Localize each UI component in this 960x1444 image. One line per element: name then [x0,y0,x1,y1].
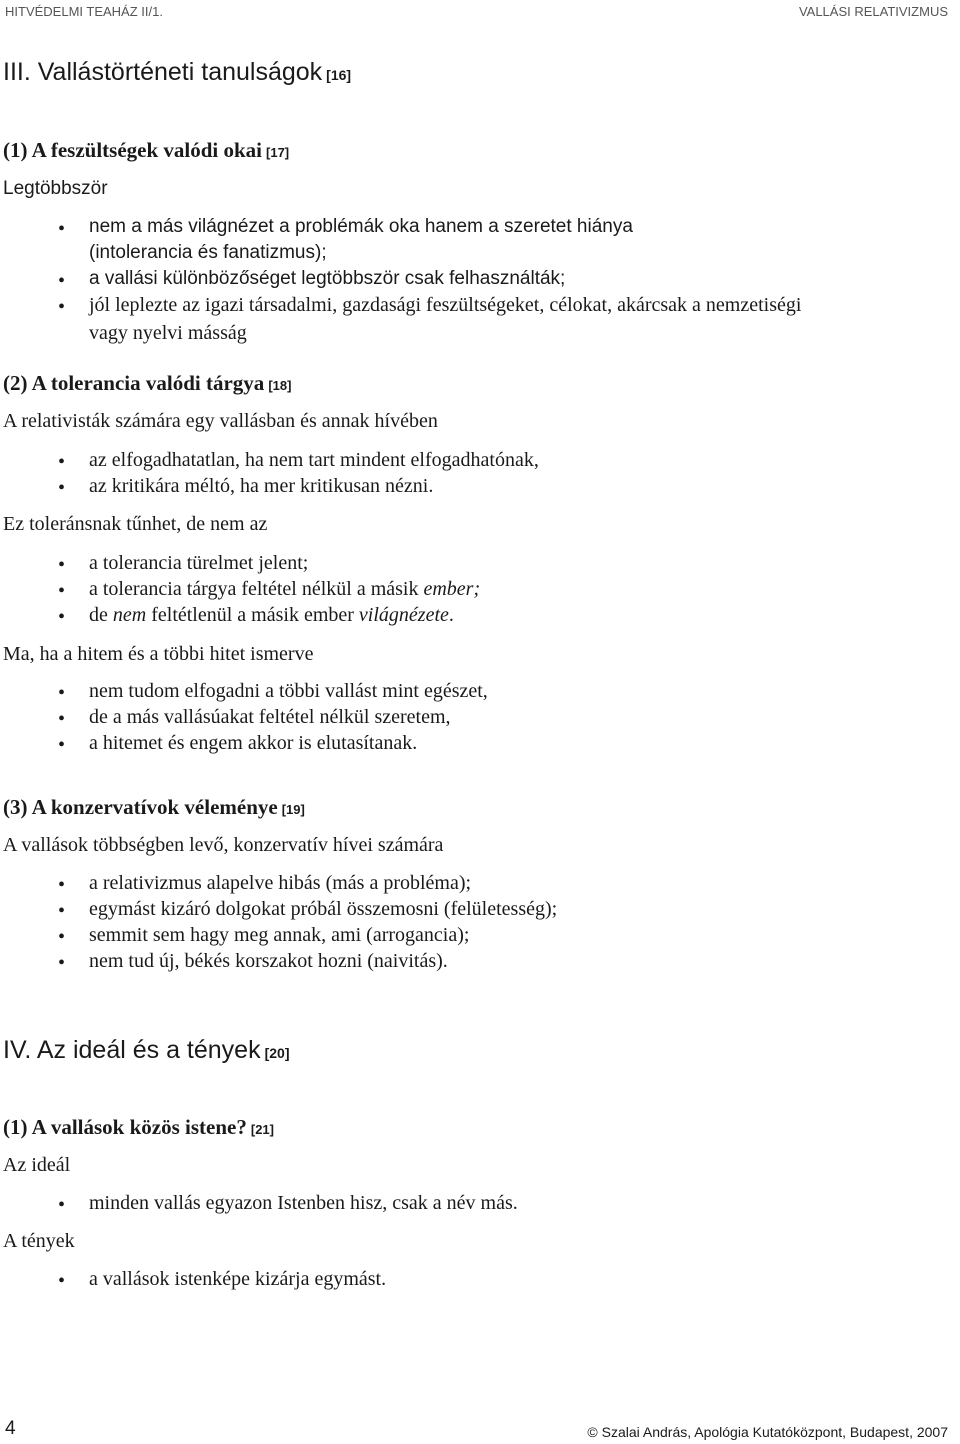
emphasis-text: ember; [423,578,481,600]
section-4-subsection-1-title: (1) A vallások közös istene? [3,1115,247,1139]
subsection-1-heading [3,138,289,163]
bullet-marker: • [58,734,66,756]
list-item: (intolerancia és fanatizmus); [89,242,327,263]
bullet-marker: • [58,296,66,318]
page-footer [5,1418,948,1442]
emphasis-text: világnézete [358,604,449,626]
section-4-heading [3,1036,290,1065]
list-item: a tolerancia türelmet jelent; [89,552,309,574]
bullet-marker: • [58,451,66,473]
bullet-marker: • [58,952,66,974]
section-4-ref: [20] [264,1045,290,1061]
subsection-2-heading [3,371,291,396]
list-item-text: feltétlenül a másik ember [146,604,359,626]
bullet-marker: • [58,708,66,730]
list-item-text: a tolerancia tárgya feltétel nélkül a másik [89,578,424,600]
section-4-subsection-1-heading [3,1115,274,1140]
list-item: nem tudom elfogadni a többi vallást mint egészet, [89,680,488,702]
subsection-2-intro-1: A relativisták számára egy vallásban és annak hívében [3,410,438,432]
ideal-label: Az ideál [3,1154,71,1176]
bullet-marker: • [58,874,66,896]
subsection-3-heading [3,795,305,820]
subsection-2-title: (2) A tolerancia valódi tárgya [3,371,265,395]
subsection-3-title: (3) A konzervatívok véleménye [3,795,278,819]
header-right: VALLÁSI RELATIVIZMUS [798,4,948,19]
bullet-marker: • [58,477,66,499]
bullet-marker: • [58,270,66,292]
bullet-marker: • [58,1194,66,1216]
subsection-1-intro: Legtöbbször [3,178,108,199]
list-item: a hitemet és engem akkor is elutasítanak. [89,732,418,754]
list-item: nem tud új, békés korszakot hozni (naivitás). [89,950,448,972]
subsection-2-ref: [18] [268,378,292,393]
bullet-marker: • [58,1270,66,1292]
section-3-ref: [16] [326,67,352,83]
section-3-heading [3,58,351,87]
section-4-title: IV. Az ideál és a tények [3,1036,261,1064]
list-item: de a más vallásúakat feltétel nélkül szeretem, [89,706,451,728]
list-item [89,604,454,627]
page-header [5,4,948,24]
page-number: 4 [5,1418,16,1439]
list-item-text: de [89,604,113,626]
list-item: minden vallás egyazon Istenben hisz, csak a név más. [89,1192,518,1214]
bullet-marker: • [58,580,66,602]
facts-label: A tények [3,1230,75,1252]
list-item-text: . [448,604,454,626]
subsection-1-ref: [17] [266,145,290,160]
subsection-2-intro-2: Ez toleránsnak tűnhet, de nem az [3,513,268,535]
list-item: egymást kizáró dolgokat próbál összemosni (felületesség); [89,898,558,920]
list-item [89,578,480,601]
list-item: a vallások istenképe kizárja egymást. [89,1268,387,1290]
bullet-marker: • [58,682,66,704]
list-item: az elfogadhatatlan, ha nem tart mindent elfogadhatónak, [89,449,539,471]
bullet-marker: • [58,606,66,628]
section-3-title: III. Vallástörténeti tanulságok [3,58,323,86]
list-item: jól leplezte az igazi társadalmi, gazdasági feszültségeket, célokat, akárcsak a nemzetiségi [89,294,802,316]
subsection-3-intro: A vallások többségben levő, konzervatív hívei számára [3,834,444,856]
emphasis-text: nem [112,604,147,626]
bullet-marker: • [58,554,66,576]
subsection-1-title: (1) A feszültségek valódi okai [3,138,263,162]
bullet-marker: • [58,926,66,948]
list-item: a relativizmus alapelve hibás (más a probléma); [89,872,472,894]
subsection-3-ref: [19] [281,802,305,817]
subsection-2-intro-3: Ma, ha a hitem és a többi hitet ismerve [3,643,314,665]
bullet-marker: • [58,218,66,240]
list-item: semmit sem hagy meg annak, ami (arrogancia); [89,924,470,946]
copyright-text: © Szalai András, Apológia Kutatóközpont, Budapest, 2007 [587,1424,948,1440]
list-item: nem a más világnézet a problémák oka hanem a szeretet hiánya [89,216,633,237]
list-item: vagy nyelvi másság [89,322,247,344]
section-4-subsection-1-ref: [21] [250,1122,274,1137]
list-item: a vallási különbözőséget legtöbbször csak felhasználták; [89,268,566,289]
list-item: az kritikára méltó, ha mer kritikusan nézni. [89,475,434,497]
header-left: HITVÉDELMI TEAHÁZ II/1. [5,4,163,19]
bullet-marker: • [58,900,66,922]
